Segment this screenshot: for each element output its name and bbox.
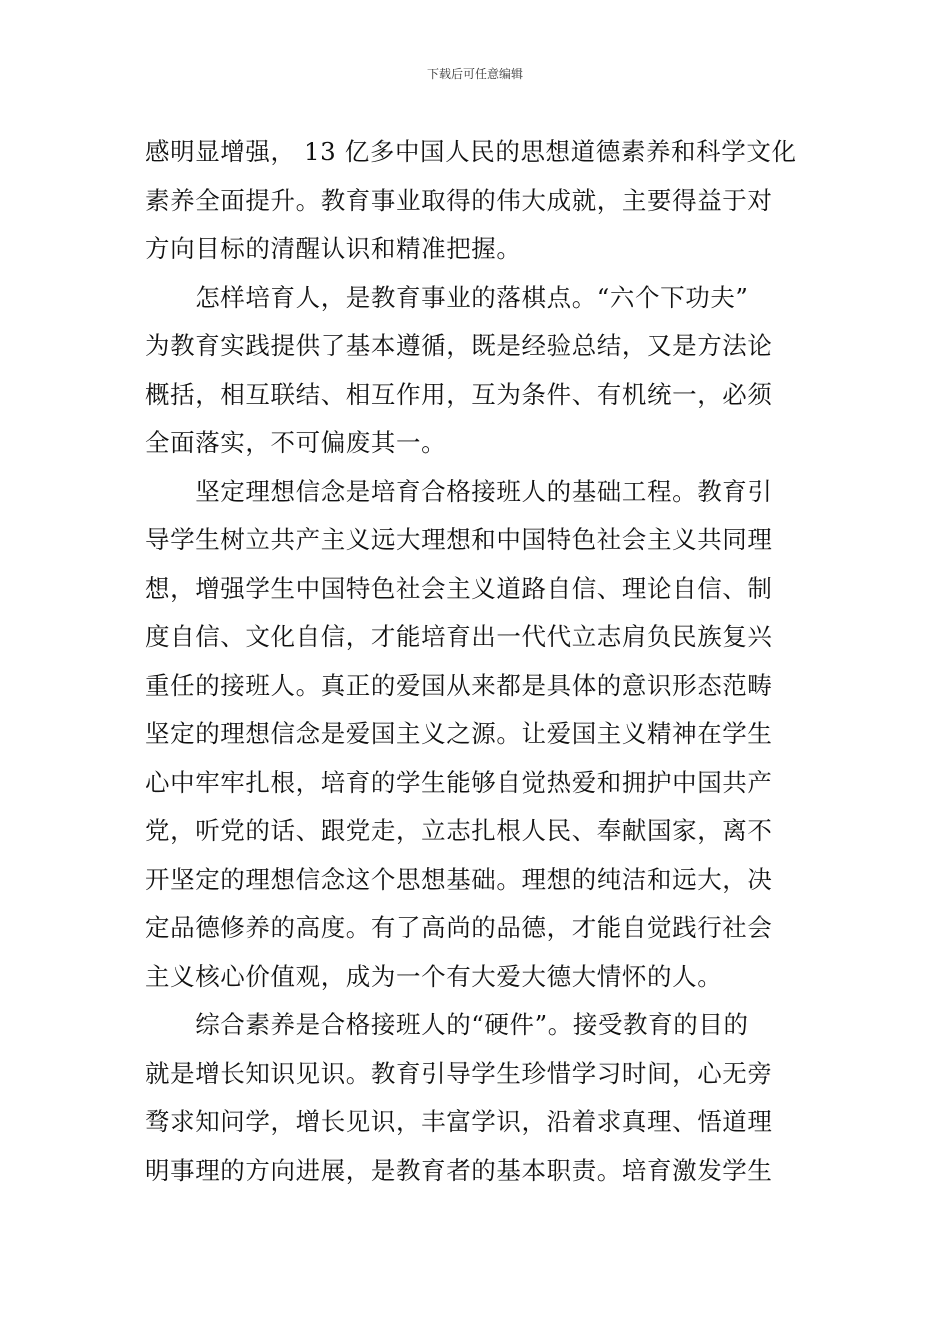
text-line: 明事理的方向进展，是教育者的基本职责。培育激发学生	[145, 1155, 773, 1185]
text-line: 想，增强学生中国特色社会主义道路自信、理论自信、制	[145, 573, 773, 603]
text-line: 就是增长知识见识。教育引导学生珍惜学习时间，心无旁	[145, 1058, 773, 1088]
text-line: 开坚定的理想信念这个思想基础。理想的纯洁和远大，决	[145, 864, 773, 894]
text-line: 方向目标的清醒认识和精准把握。	[145, 234, 522, 263]
text-line: 为教育实践提供了基本遵循，既是经验总结，又是方法论	[145, 331, 773, 360]
page-header: 下载后可任意编辑	[426, 67, 523, 81]
text-line: 党，听党的话、跟党走，立志扎根人民、奉献国家，离不	[145, 816, 773, 845]
text-line: 导学生树立共产主义远大理想和中国特色社会主义共同理	[145, 525, 773, 554]
text-line: 全面落实，不可偏废其一。	[145, 428, 447, 457]
text-line: 素养全面提升。教育事业取得的伟大成就，主要得益于对	[145, 185, 773, 215]
text-line: 坚定的理想信念是爱国主义之源。让爱国主义精神在学生	[145, 719, 773, 748]
text-line: 怎样培育人，是教育事业的落棋点。“六个下功夫”	[145, 282, 749, 312]
text-line: 概括，相互联结、相互作用，互为条件、有机统一，必须	[145, 379, 773, 409]
text-line: 综合素养是合格接班人的“硬件”。接受教育的目的	[145, 1010, 749, 1039]
text-line: 骛求知问学，增长见识，丰富学识，沿着求真理、悟道理	[145, 1107, 773, 1136]
text-line: 心中牢牢扎根，培育的学生能够自觉热爱和拥护中国共产	[145, 767, 773, 797]
text-line: 主义核心价值观，成为一个有大爱大德大情怀的人。	[145, 961, 723, 991]
document-body	[145, 128, 815, 1195]
text-line: 重任的接班人。真正的爱国从来都是具体的意识形态范畴	[145, 670, 773, 700]
text-line: 感明显增强， 13 亿多中国人民的思想道德素养和科学文化	[145, 137, 797, 166]
text-line: 坚定理想信念是培育合格接班人的基础工程。教育引	[145, 476, 773, 506]
text-line: 定品德修养的高度。有了高尚的品德，才能自觉践行社会	[145, 913, 773, 942]
text-line: 度自信、文化自信，才能培育出一代代立志肩负民族复兴	[145, 622, 773, 651]
